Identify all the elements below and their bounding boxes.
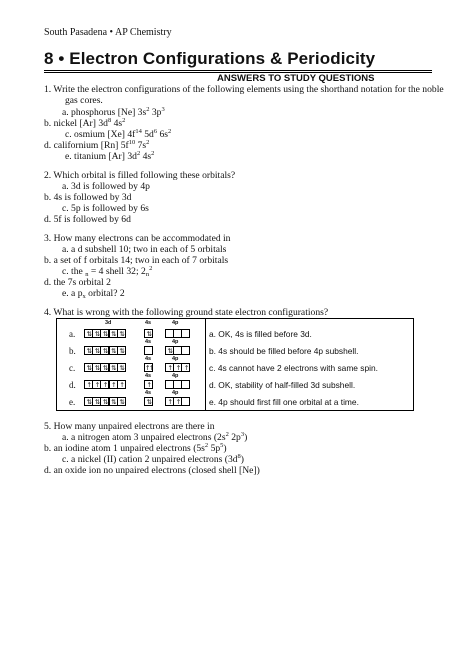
orbital-box: ↑ — [117, 380, 126, 389]
q2-c: c. 5p is followed by 6s — [62, 203, 149, 214]
q4-answer: a. OK, 4s is filled before 3d. — [209, 329, 312, 339]
orbital-boxes-4p — [165, 380, 190, 389]
q4-answer: e. 4p should first fill one orbital at a time. — [209, 397, 359, 407]
q1-c: c. osmium [Xe] $4f^{14}$ $5d^6$ $6s^2$ — [65, 128, 172, 140]
table-divider — [205, 319, 206, 410]
orbital-box: ↑ — [144, 380, 153, 389]
orbital-boxes-4p — [165, 329, 190, 338]
orbital-box: ↑ — [92, 380, 101, 389]
orbital-box: ⇅ — [84, 363, 93, 372]
orbital-box: ⇅ — [109, 346, 118, 355]
orbital-box: ↑ — [84, 380, 93, 389]
orbital-label-4p: 4p — [172, 356, 179, 362]
orbital-box — [144, 346, 153, 355]
orbital-box: ⇅ — [117, 329, 126, 338]
q4-row-label: b. — [69, 346, 76, 356]
title-rule — [44, 70, 432, 71]
q5-d: d. an oxide ion no unpaired electrons (closed shell [Ne]) — [44, 465, 260, 476]
orbital-box — [181, 397, 190, 406]
q3-a: a. a d subshell 10; two in each of 5 orbitals — [62, 244, 227, 255]
orbital-boxes-4s — [144, 380, 152, 389]
q5-a: a. a nitrogen atom 3 unpaired electrons ($2s^2$ $2p^3$) — [62, 431, 248, 443]
q5-c: c. a nickel (II) cation 2 unpaired electrons $(3d^8)$ — [62, 453, 244, 465]
orbital-box: ⇅ — [117, 397, 126, 406]
orbital-box: ⇅ — [84, 397, 93, 406]
orbital-box: ⇅ — [109, 363, 118, 372]
q4-prompt: 4. What is wrong with the following ground state electron configurations? — [44, 307, 329, 318]
orbital-boxes-3d — [84, 363, 125, 372]
orbital-boxes-3d — [84, 329, 125, 338]
orbital-boxes-4s — [144, 346, 152, 355]
page-title: 8 • Electron Configurations & Periodicity — [44, 49, 376, 68]
orbital-box: ⇅ — [109, 397, 118, 406]
orbital-box — [181, 380, 190, 389]
q5-prompt: 5. How many unpaired electrons are there in — [44, 421, 215, 432]
orbital-diagram-table — [56, 318, 414, 411]
orbital-box: ⇅ — [100, 363, 109, 372]
orbital-boxes-4p — [165, 397, 190, 406]
orbital-box: ⇅ — [144, 397, 153, 406]
q4-answer: c. 4s cannot have 2 electrons with same spin. — [209, 363, 378, 373]
orbital-label-4s: 4s — [145, 356, 152, 362]
orbital-boxes-4p — [165, 363, 190, 372]
q1-b: b. nickel [Ar] $3d^8$ $4s^2$ — [44, 117, 126, 129]
orbital-box: ↑ — [109, 380, 118, 389]
orbital-boxes-4s — [144, 397, 152, 406]
orbital-box: ↑↑ — [145, 364, 153, 372]
orbital-box — [181, 329, 190, 338]
orbital-boxes-4s — [144, 329, 152, 338]
orbital-label-4s: 4s — [145, 339, 152, 345]
orbital-boxes-3d — [84, 397, 125, 406]
orbital-boxes-4p — [165, 346, 190, 355]
q1-d: d. californium [Rn] $5f^{10}$ $7s^2$ — [44, 139, 150, 151]
q5-b: b. an iodine atom 1 unpaired electrons ($5s^2$ $5p^5$) — [44, 442, 227, 454]
q2-d: d. 5f is followed by 6d — [44, 214, 131, 225]
orbital-box: ↑ — [165, 397, 174, 406]
orbital-box: ⇅ — [92, 329, 101, 338]
q3-e: e. a $p_x$ orbital? 2 — [62, 288, 125, 300]
orbital-label-3d: 3d — [105, 320, 112, 326]
orbital-boxes-3d — [84, 380, 125, 389]
orbital-label-4s: 4s — [145, 320, 152, 326]
course-header: South Pasadena • AP Chemistry — [44, 27, 172, 38]
q4-row-label: d. — [69, 380, 76, 390]
orbital-label-4p: 4p — [172, 373, 179, 379]
q1-e: e. titanium [Ar] $3d^2$ $4s^2$ — [65, 150, 155, 162]
orbital-box: ⇅ — [92, 363, 101, 372]
orbital-boxes-4s — [144, 363, 152, 372]
orbital-box: ↑ — [100, 380, 109, 389]
orbital-box: ⇅ — [100, 346, 109, 355]
q4-answer: d. OK, stability of half-filled 3d subshell. — [209, 380, 356, 390]
orbital-box: ↑ — [181, 363, 190, 372]
orbital-box: ⇅ — [92, 397, 101, 406]
orbital-label-4p: 4p — [172, 390, 179, 396]
orbital-box: ⇅ — [84, 346, 93, 355]
q4-row-label: c. — [69, 363, 76, 373]
q3-d: d. the 7s orbital 2 — [44, 277, 111, 288]
orbital-box: ↑ — [173, 363, 182, 372]
q1-prompt: 1. Write the electron configurations of the following elements using the shorthand notation for the noble — [44, 84, 444, 95]
q3-c: c. the $_n$ = 4 shell 32; $2_n^2$ — [62, 265, 153, 278]
orbital-box: ↑ — [173, 397, 182, 406]
orbital-box: ⇅ — [117, 346, 126, 355]
orbital-label-4p: 4p — [172, 320, 179, 326]
orbital-box: ⇅ — [92, 346, 101, 355]
orbital-box: ⇅ — [100, 397, 109, 406]
q2-a: a. 3d is followed by 4p — [62, 181, 150, 192]
orbital-box: ⇅ — [165, 346, 174, 355]
orbital-boxes-3d — [84, 346, 125, 355]
q4-answer: b. 4s should be filled before 4p subshell. — [209, 346, 359, 356]
orbital-box: ⇅ — [117, 363, 126, 372]
orbital-label-4s: 4s — [145, 390, 152, 396]
q1-prompt-cont: gas cores. — [65, 95, 103, 106]
q3-b: b. a set of f orbitals 14; two in each of 7 orbitals — [44, 255, 229, 266]
q2-prompt: 2. Which orbital is filled following these orbitals? — [44, 170, 236, 181]
q2-b: b. 4s is followed by 3d — [44, 192, 132, 203]
q3-prompt: 3. How many electrons can be accommodated in — [44, 233, 231, 244]
q4-row-label: e. — [69, 397, 76, 407]
orbital-box: ⇅ — [84, 329, 93, 338]
orbital-box: ⇅ — [109, 329, 118, 338]
orbital-box: ↑ — [165, 363, 174, 372]
orbital-box: ⇅ — [144, 329, 153, 338]
orbital-label-4s: 4s — [145, 373, 152, 379]
page-subtitle: ANSWERS TO STUDY QUESTIONS — [217, 73, 375, 84]
q1-a: a. phosphorus [Ne] $3s^2$ $3p^3$ — [62, 106, 165, 118]
orbital-label-4p: 4p — [172, 339, 179, 345]
orbital-box — [181, 346, 190, 355]
orbital-box: ⇅ — [100, 329, 109, 338]
q4-row-label: a. — [69, 329, 76, 339]
